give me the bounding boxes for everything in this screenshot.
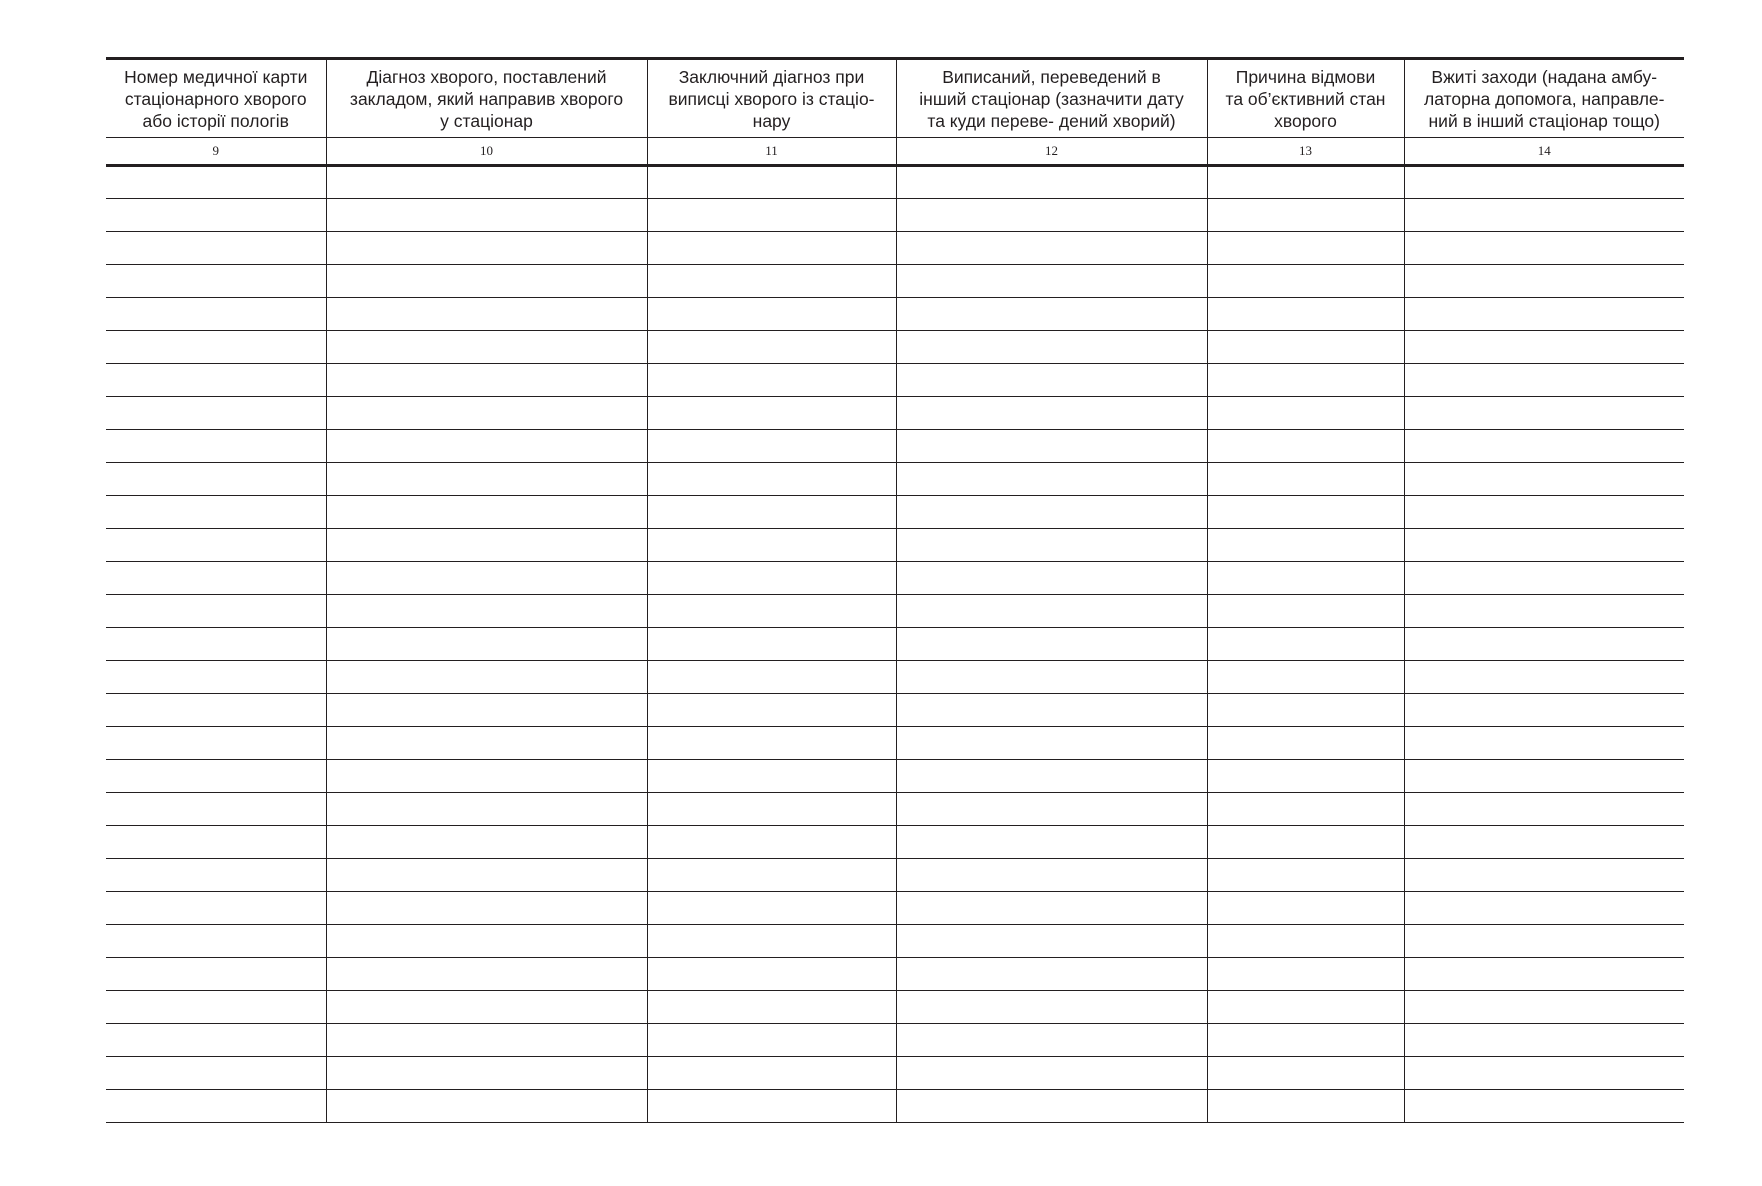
table-cell[interactable] [1404, 430, 1684, 463]
table-cell[interactable] [326, 562, 647, 595]
header-line: стаціонарного хворого [124, 88, 307, 109]
table-cell[interactable] [106, 628, 326, 661]
table-cell[interactable] [647, 793, 896, 826]
table-row [106, 694, 1684, 727]
table-cell[interactable] [1404, 925, 1684, 958]
table-cell[interactable] [106, 364, 326, 397]
table-cell[interactable] [106, 397, 326, 430]
table-cell[interactable] [106, 925, 326, 958]
table-cell[interactable] [896, 1090, 1207, 1123]
table-cell[interactable] [1404, 232, 1684, 265]
table-cell[interactable] [326, 397, 647, 430]
table-cell[interactable] [106, 430, 326, 463]
table-cell[interactable] [1404, 694, 1684, 727]
table-cell[interactable] [106, 793, 326, 826]
column-number: 14 [1404, 138, 1684, 166]
table-cell[interactable] [1207, 826, 1404, 859]
table-cell[interactable] [896, 562, 1207, 595]
header-line: інший стаціонар (зазначити дату [919, 88, 1184, 109]
table-cell[interactable] [1207, 265, 1404, 298]
column-header-medical-card-number [106, 59, 326, 138]
table-row [106, 727, 1684, 760]
header-line: Причина відмови [1235, 66, 1376, 87]
table-row [106, 265, 1684, 298]
table-cell[interactable] [326, 694, 647, 727]
table-cell[interactable] [106, 496, 326, 529]
table-cell[interactable] [1404, 727, 1684, 760]
table-cell[interactable] [1207, 364, 1404, 397]
table-cell[interactable] [326, 595, 647, 628]
table-cell[interactable] [896, 232, 1207, 265]
header-line: та куди переве- дений хворий) [927, 110, 1176, 131]
table-cell[interactable] [647, 265, 896, 298]
header-line: та об’єктивний стан [1225, 88, 1386, 109]
table-row [106, 628, 1684, 661]
table-cell[interactable] [896, 628, 1207, 661]
table-cell[interactable] [896, 661, 1207, 694]
header-line: Номер медичної карти [124, 66, 308, 87]
table-cell[interactable] [1404, 1024, 1684, 1057]
table-cell[interactable] [1404, 496, 1684, 529]
table-cell[interactable] [1404, 661, 1684, 694]
table-row [106, 826, 1684, 859]
table-cell[interactable] [106, 463, 326, 496]
table-cell[interactable] [896, 958, 1207, 991]
table-row [106, 925, 1684, 958]
table-cell[interactable] [106, 694, 326, 727]
table-cell[interactable] [1207, 397, 1404, 430]
table-cell[interactable] [896, 1024, 1207, 1057]
table-cell[interactable] [1404, 364, 1684, 397]
table-cell[interactable] [647, 760, 896, 793]
table-cell[interactable] [1207, 694, 1404, 727]
table-cell[interactable] [326, 925, 647, 958]
table-cell[interactable] [1404, 529, 1684, 562]
header-line: Заключний діагноз при [678, 66, 865, 87]
table-cell[interactable] [896, 991, 1207, 1024]
table-cell[interactable] [106, 892, 326, 925]
table-cell[interactable] [326, 496, 647, 529]
column-number: 13 [1207, 138, 1404, 166]
table-cell[interactable] [1207, 991, 1404, 1024]
table-cell[interactable] [647, 859, 896, 892]
table-cell[interactable] [647, 925, 896, 958]
column-number: 12 [896, 138, 1207, 166]
table-cell[interactable] [1404, 958, 1684, 991]
table-cell[interactable] [647, 397, 896, 430]
table-cell[interactable] [326, 727, 647, 760]
table-row [106, 991, 1684, 1024]
table-cell[interactable] [106, 529, 326, 562]
table-cell[interactable] [106, 1057, 326, 1090]
table-cell[interactable] [1404, 199, 1684, 232]
table-cell[interactable] [896, 892, 1207, 925]
table-row [106, 430, 1684, 463]
table-cell[interactable] [106, 826, 326, 859]
table-cell[interactable] [1404, 1090, 1684, 1123]
table-cell[interactable] [326, 826, 647, 859]
table-cell[interactable] [1404, 166, 1684, 199]
table-cell[interactable] [896, 166, 1207, 199]
table-cell[interactable] [1404, 298, 1684, 331]
table-cell[interactable] [326, 628, 647, 661]
table-cell[interactable] [1404, 892, 1684, 925]
table-cell[interactable] [647, 826, 896, 859]
table-cell[interactable] [106, 1024, 326, 1057]
table-cell[interactable] [106, 265, 326, 298]
table-row [106, 166, 1684, 199]
table-cell[interactable] [326, 529, 647, 562]
table-cell[interactable] [647, 199, 896, 232]
table-cell[interactable] [1404, 562, 1684, 595]
table-cell[interactable] [326, 364, 647, 397]
header-line: Діагноз хворого, поставлений [366, 66, 607, 87]
table-cell[interactable] [1404, 331, 1684, 364]
table-cell[interactable] [647, 1090, 896, 1123]
table-cell[interactable] [647, 694, 896, 727]
table-cell[interactable] [326, 331, 647, 364]
header-line: хворого [1274, 110, 1337, 131]
table-cell[interactable] [1207, 958, 1404, 991]
table-cell[interactable] [1207, 925, 1404, 958]
header-line: у стаціонар [440, 110, 533, 131]
table-row [106, 496, 1684, 529]
table-cell[interactable] [326, 1090, 647, 1123]
table-cell[interactable] [647, 1024, 896, 1057]
table-cell[interactable] [647, 463, 896, 496]
column-number: 11 [647, 138, 896, 166]
table-row [106, 958, 1684, 991]
column-number: 10 [326, 138, 647, 166]
table-cell[interactable] [896, 331, 1207, 364]
table-row [106, 661, 1684, 694]
table-cell[interactable] [647, 958, 896, 991]
table-row [106, 298, 1684, 331]
table-cell[interactable] [326, 232, 647, 265]
table-cell[interactable] [326, 199, 647, 232]
table-cell[interactable] [326, 166, 647, 199]
table-cell[interactable] [1207, 430, 1404, 463]
table-cell[interactable] [106, 991, 326, 1024]
column-number-row [106, 138, 1684, 166]
table-cell[interactable] [106, 562, 326, 595]
table-cell[interactable] [1404, 463, 1684, 496]
table-cell[interactable] [1207, 760, 1404, 793]
table-cell[interactable] [106, 661, 326, 694]
table-cell[interactable] [896, 496, 1207, 529]
table-cell[interactable] [1207, 1057, 1404, 1090]
table-cell[interactable] [1404, 628, 1684, 661]
column-number: 9 [106, 138, 326, 166]
table-row [106, 331, 1684, 364]
header-line: виписці хворого із стаціо- [668, 88, 875, 109]
table-cell[interactable] [1207, 727, 1404, 760]
table-cell[interactable] [647, 166, 896, 199]
table-cell[interactable] [896, 430, 1207, 463]
table-cell[interactable] [896, 595, 1207, 628]
table-cell[interactable] [326, 793, 647, 826]
form-body [106, 166, 1684, 1123]
table-row [106, 793, 1684, 826]
header-line: латорна допомога, направле- [1424, 88, 1665, 109]
table-cell[interactable] [1207, 166, 1404, 199]
registration-form-table [106, 57, 1684, 1123]
table-cell[interactable] [326, 1057, 647, 1090]
table-cell[interactable] [106, 232, 326, 265]
table-cell[interactable] [106, 199, 326, 232]
table-cell[interactable] [1207, 496, 1404, 529]
table-cell[interactable] [896, 694, 1207, 727]
table-cell[interactable] [1207, 628, 1404, 661]
table-cell[interactable] [647, 496, 896, 529]
table-cell[interactable] [647, 1057, 896, 1090]
table-row [106, 892, 1684, 925]
table-cell[interactable] [647, 331, 896, 364]
table-cell[interactable] [1207, 463, 1404, 496]
header-line: або історії пологів [142, 110, 289, 131]
table-cell[interactable] [1404, 991, 1684, 1024]
table-row [106, 397, 1684, 430]
table-cell[interactable] [647, 364, 896, 397]
table-cell[interactable] [647, 232, 896, 265]
table-cell[interactable] [1207, 1090, 1404, 1123]
table-cell[interactable] [106, 595, 326, 628]
table-cell[interactable] [1207, 1024, 1404, 1057]
table-row [106, 463, 1684, 496]
table-cell[interactable] [326, 859, 647, 892]
header-line: Виписаний, переведений в [942, 66, 1161, 87]
table-cell[interactable] [1207, 529, 1404, 562]
table-cell[interactable] [647, 529, 896, 562]
table-cell[interactable] [326, 1024, 647, 1057]
table-cell[interactable] [1207, 595, 1404, 628]
table-cell[interactable] [896, 859, 1207, 892]
table-row [106, 364, 1684, 397]
table-cell[interactable] [896, 925, 1207, 958]
header-line: нару [752, 110, 791, 131]
table-cell[interactable] [1404, 397, 1684, 430]
header-line: закладом, який направив хворого [349, 88, 624, 109]
table-cell[interactable] [647, 562, 896, 595]
column-header-refusal-reason [1207, 59, 1404, 138]
column-header-discharged-transferred [896, 59, 1207, 138]
table-cell[interactable] [1404, 826, 1684, 859]
table-cell[interactable] [106, 298, 326, 331]
table-row [106, 859, 1684, 892]
column-header-final-diagnosis [647, 59, 896, 138]
table-cell[interactable] [326, 661, 647, 694]
column-header-measures-taken [1404, 59, 1684, 138]
table-cell[interactable] [896, 826, 1207, 859]
table-cell[interactable] [647, 595, 896, 628]
table-row [106, 1024, 1684, 1057]
table-cell[interactable] [106, 727, 326, 760]
table-cell[interactable] [647, 892, 896, 925]
table-cell[interactable] [1207, 298, 1404, 331]
table-row [106, 1057, 1684, 1090]
table-row [106, 199, 1684, 232]
table-row [106, 760, 1684, 793]
table-cell[interactable] [1404, 859, 1684, 892]
column-header-referral-diagnosis [326, 59, 647, 138]
table-cell[interactable] [106, 859, 326, 892]
table-cell[interactable] [896, 463, 1207, 496]
table-cell[interactable] [896, 1057, 1207, 1090]
table-row [106, 529, 1684, 562]
table-row [106, 1090, 1684, 1123]
table-cell[interactable] [326, 298, 647, 331]
table-cell[interactable] [106, 760, 326, 793]
table-row [106, 232, 1684, 265]
table-cell[interactable] [1207, 331, 1404, 364]
table-cell[interactable] [896, 529, 1207, 562]
table-cell[interactable] [326, 760, 647, 793]
table-cell[interactable] [647, 628, 896, 661]
table-cell[interactable] [326, 991, 647, 1024]
table-cell[interactable] [1404, 1057, 1684, 1090]
table-cell[interactable] [106, 331, 326, 364]
table-cell[interactable] [326, 958, 647, 991]
table-cell[interactable] [326, 463, 647, 496]
table-cell[interactable] [647, 661, 896, 694]
table-cell[interactable] [647, 430, 896, 463]
table-cell[interactable] [896, 298, 1207, 331]
table-cell[interactable] [896, 793, 1207, 826]
table-cell[interactable] [1404, 265, 1684, 298]
table-cell[interactable] [1207, 892, 1404, 925]
table-row [106, 595, 1684, 628]
table-row [106, 562, 1684, 595]
table-cell[interactable] [326, 265, 647, 298]
table-cell[interactable] [1207, 793, 1404, 826]
table-cell[interactable] [896, 364, 1207, 397]
table-cell[interactable] [1207, 199, 1404, 232]
table-cell[interactable] [647, 991, 896, 1024]
header-line: Вжиті заходи (надана амбу- [1431, 66, 1658, 87]
table-cell[interactable] [326, 430, 647, 463]
table-cell[interactable] [896, 760, 1207, 793]
table-cell[interactable] [896, 397, 1207, 430]
table-cell[interactable] [647, 727, 896, 760]
table-cell[interactable] [896, 265, 1207, 298]
table-cell[interactable] [1207, 859, 1404, 892]
table-cell[interactable] [1207, 661, 1404, 694]
table-cell[interactable] [896, 727, 1207, 760]
table-cell[interactable] [896, 199, 1207, 232]
table-cell[interactable] [1404, 595, 1684, 628]
table-cell[interactable] [326, 892, 647, 925]
table-cell[interactable] [1404, 760, 1684, 793]
table-cell[interactable] [647, 298, 896, 331]
table-cell[interactable] [1404, 793, 1684, 826]
column-header-row [106, 59, 1684, 138]
header-line: ний в інший стаціонар тощо) [1428, 110, 1660, 131]
table-cell[interactable] [106, 1090, 326, 1123]
table-cell[interactable] [106, 958, 326, 991]
table-cell[interactable] [1207, 562, 1404, 595]
table-cell[interactable] [1207, 232, 1404, 265]
table-cell[interactable] [106, 166, 326, 199]
